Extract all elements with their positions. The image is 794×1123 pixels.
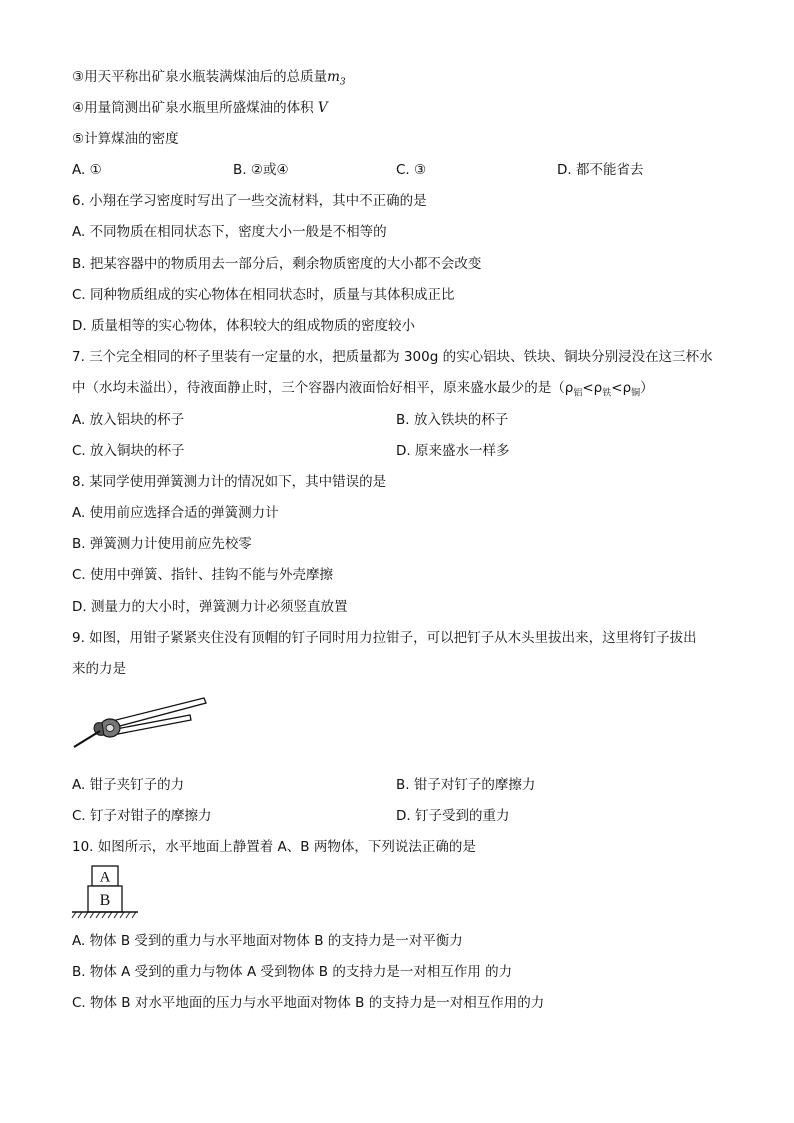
- step-3-sub: 3: [339, 77, 346, 88]
- q5-option-b: B. ②或④: [233, 162, 289, 178]
- less-than-1: <: [582, 380, 594, 396]
- rho-2: ρ: [593, 380, 603, 396]
- q7-option-c: C. 放入铜块的杯子: [72, 443, 185, 459]
- step-5: ⑤计算煤油的密度: [72, 131, 179, 147]
- step-4: [72, 99, 328, 117]
- q7-stem-line1: 7. 三个完全相同的杯子里装有一定量的水，把质量都为 300g 的实心铝块、铁块、铜块分别浸没在这三杯水: [72, 349, 713, 365]
- q5-option-c: C. ③: [396, 162, 427, 178]
- less-than-2: <: [611, 380, 623, 396]
- q7-option-b: B. 放入铁块的杯子: [396, 412, 509, 428]
- q7-stem-text: 中（水均未溢出），待液面静止时，三个容器内液面恰好相平，原来盛水最少的是（ρ: [72, 380, 574, 396]
- pliers-pivot: [106, 725, 114, 732]
- rho-3: ρ: [622, 380, 632, 396]
- q7-option-d: D. 原来盛水一样多: [396, 443, 510, 459]
- q9-stem-line2: 来的力是: [72, 661, 126, 677]
- q6-option-b: B. 把某容器中的物质用去一部分后，剩余物质密度的大小都不会改变: [72, 256, 482, 272]
- q6-option-d: D. 质量相等的实心物体，体积较大的组成物质的密度较小: [72, 318, 415, 334]
- q8-stem: 8. 某同学使用弹簧测力计的情况如下，其中错误的是: [72, 474, 387, 490]
- q8-option-d: D. 测量力的大小时，弹簧测力计必须竖直放置: [72, 599, 348, 615]
- q5-option-a: A. ①: [72, 162, 102, 178]
- q10-option-a: A. 物体 B 受到的重力与水平地面对物体 B 的支持力是一对平衡力: [72, 933, 463, 949]
- q10-option-b: B. 物体 A 受到的重力与物体 A 受到物体 B 的支持力是一对相互作用 的力: [72, 964, 513, 980]
- ground-hatch: [72, 912, 136, 918]
- rho-sub-cu: 铜: [631, 388, 641, 399]
- step-3-var: m: [327, 69, 340, 85]
- q6-option-c: C. 同种物质组成的实心物体在相同状态时，质量与其体积成正比: [72, 287, 455, 303]
- step-3-text: ③用天平称出矿泉水瓶装满煤油后的总质量: [72, 69, 328, 85]
- q9-stem-line1: 9. 如图，用钳子紧紧夹住没有顶帽的钉子同时用力拉钳子，可以把钉子从木头里拔出来，这里将钉子拔出: [72, 630, 697, 646]
- nail: [74, 731, 100, 747]
- q5-option-d: D. 都不能省去: [557, 162, 644, 178]
- q7-option-a: A. 放入铝块的杯子: [72, 412, 185, 428]
- q6-stem: 6. 小翔在学习密度时写出了一些交流材料，其中不正确的是: [72, 193, 427, 209]
- rho-sub-al: 铝: [573, 388, 583, 399]
- q6-option-a: A. 不同物质在相同状态下，密度大小一般是不相等的: [72, 224, 387, 240]
- q10-stem: 10. 如图所示，水平地面上静置着 A、B 两物体，下列说法正确的是: [72, 839, 476, 855]
- q8-option-c: C. 使用中弹簧、指针、挂钩不能与外壳摩擦: [72, 567, 334, 583]
- q9-option-a: A. 钳子夹钉子的力: [72, 777, 185, 793]
- q9-option-c: C. 钉子对钳子的摩擦力: [72, 808, 212, 824]
- q10-option-c: C. 物体 B 对水平地面的压力与水平地面对物体 B 的支持力是一对相互作用的力: [72, 995, 545, 1011]
- block-a-label: A: [99, 869, 111, 886]
- step-4-var: V: [317, 100, 328, 116]
- q8-option-b: B. 弹簧测力计使用前应先校零: [72, 536, 252, 552]
- blocks-figure: [70, 863, 140, 921]
- rho-sub-fe: 铁: [602, 388, 612, 399]
- block-b-label: B: [99, 892, 111, 909]
- step-4-text: ④用量筒测出矿泉水瓶里所盛煤油的体积: [72, 100, 314, 116]
- pliers-figure: [72, 695, 212, 753]
- step-3: [72, 68, 346, 92]
- q9-option-d: D. 钉子受到的重力: [396, 808, 510, 824]
- q7-stem-line2: [72, 379, 654, 403]
- q7-close-paren: ）: [640, 380, 654, 396]
- q9-option-b: B. 钳子对钉子的摩擦力: [396, 777, 536, 793]
- q8-option-a: A. 使用前应选择合适的弹簧测力计: [72, 505, 279, 521]
